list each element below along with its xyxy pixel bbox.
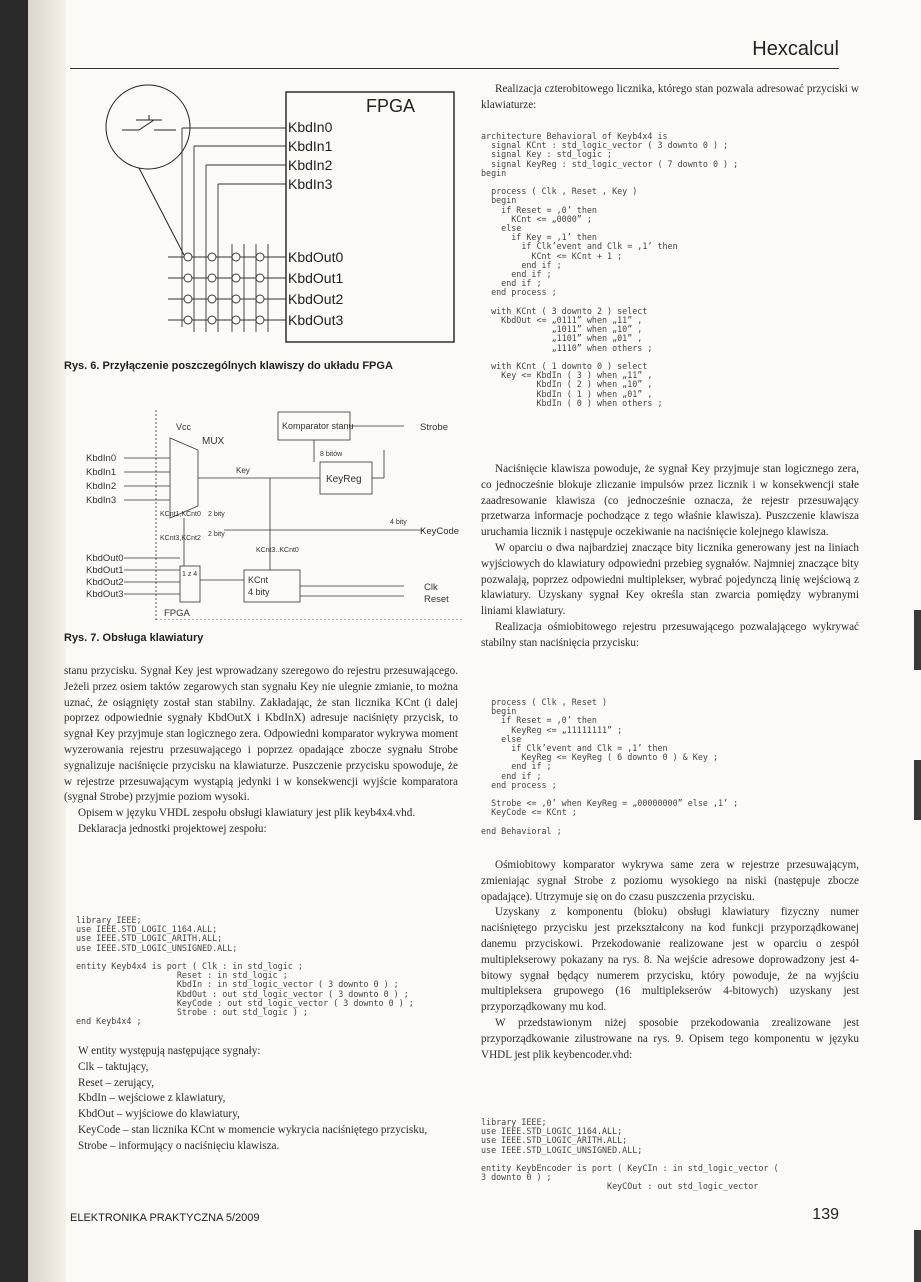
kbdin-label: KbdIn3 xyxy=(288,176,333,192)
kbdout-label: KbdOut3 xyxy=(288,312,344,328)
edge-tab xyxy=(914,610,921,670)
kbdout-label: KbdOut0 xyxy=(288,249,344,265)
kcnt10-label: KCnt1,KCnt0 xyxy=(160,511,201,518)
kcnt-box-bits: 4 bity xyxy=(248,587,270,597)
paragraph: W entity występują następujące sygnały: xyxy=(78,1045,261,1057)
header-title: Hexcalcul xyxy=(752,38,839,60)
kbdout-label: KbdOut2 xyxy=(288,291,344,307)
right-intro xyxy=(481,82,859,114)
footer-publication: ELEKTRONIKA PRAKTYCZNA 5/2009 xyxy=(70,1212,260,1224)
fig7-kbdout: KbdOut1 xyxy=(86,565,124,576)
paragraph: W przedstawionym niżej sposobie przekodowania zrealizowane jest przyporządkowanie zilustrowane na rys. 9. Opisem tego komponentu w języku VHDL jest plik keybencoder.vhd: xyxy=(481,1016,859,1061)
left-column-text xyxy=(64,664,458,838)
paragraph: Realizacja czterobitowego licznika, którego stan pozwala adresować przyciski w klawiaturze: xyxy=(481,83,859,111)
fig7-kbdin: KbdIn2 xyxy=(86,481,117,492)
signal-item: KeyCode – stan licznika KCnt w momencie wykrycia naciśniętego przycisku, xyxy=(78,1123,428,1136)
signal-list xyxy=(64,1044,458,1155)
signal-item: Strobe – informujący o naciśnięciu klawisza. xyxy=(78,1139,280,1152)
fig7-kbdin: KbdIn3 xyxy=(86,495,117,506)
paragraph: Deklaracja jednostki projektowej zespołu: xyxy=(78,822,267,835)
edge-tab xyxy=(914,1230,921,1282)
figure-7-diagram xyxy=(84,410,464,620)
signal-item: Reset – zerujący, xyxy=(78,1076,154,1089)
keycode-label: KeyCode xyxy=(420,526,460,537)
figure-6-diagram xyxy=(84,82,464,350)
signal-item: KbdOut – wyjściowe do klawiatury, xyxy=(78,1108,240,1121)
kbdin-label: KbdIn2 xyxy=(288,157,333,173)
kbdin-label: KbdIn1 xyxy=(288,138,333,154)
vcc-label: Vcc xyxy=(176,422,192,432)
demux-label: 1 z 4 xyxy=(182,571,198,578)
paragraph: Realizacja ośmiobitowego rejestru przesuwającego pozwalającego wykrywać stabilny stan naciśnięcia przycisku: xyxy=(481,620,859,649)
paragraph: W oparciu o dwa najbardziej znaczące bity licznika generowany jest na liniach wyjściowych do klawiatury odpowiedni przebieg sygnałów. Najmniej znaczące bity pozwalają, poprzez odpowiedni multiplekser, wybrać pojedynczą linię wejściową z klawiatury. Uzyskany sygnał Key określa stan zwarcia pomiędzy wybranymi liniami klawiatury. xyxy=(481,541,859,618)
header-rule xyxy=(70,68,839,69)
code-listing-architecture: architecture Behavioral of Keyb4x4 is signal KCnt : std_logic_vector ( 3 downto 0 ) ; signal Key : std_logic ; signal KeyReg : std_logic_vector ( 7 downto 0 ) ; begin process ( Clk , Reset , Key ) begin if Reset = ‚0’ then KCnt <= „0000” ; else if Key = ‚1’ then if Clk’event and Clk = ‚1’ then KCnt <= KCnt + 1 ; end if ; end if ; end if ; end process ; with KCnt ( 3 downto 2 ) select KbdOut <= „0111” when „11” , „1011” when „10” , „1101” when „01” , „1110” when others ; with KCnt ( 1 downto 0 ) select Key <= KbdIn ( 3 ) when „11” , KbdIn ( 2 ) when „10” , KbdIn ( 1 ) when „01” , KbdIn ( 0 ) when others ; xyxy=(481,131,739,408)
fig7-kbdin: KbdIn1 xyxy=(86,467,117,478)
paragraph: Uzyskany z komponentu (bloku) obsługi klawiatury fizyczny numer naciśniętego przycisku jest przekształcony na kod funkcji przyporządkowanej danemu przyciskowi. Przekodowanie realizowane jest w oparciu o zespół multiplekserowy pokazany na rys. 8. Na wejście adresowe doprowadzony jest 4-bitowy sygnał będący numerem przycisku, który powoduje, że na wyjściu multipleksera grupowego (16 multiplekserów 4-bitowych) uzyskany jest przyporządkowany mu kod. xyxy=(481,906,859,1014)
bits2b-label: 2 bity xyxy=(208,531,225,538)
kcnt-box-label: KCnt xyxy=(248,575,269,585)
code-listing-shift-register: process ( Clk , Reset ) begin if Reset = ‚0’ then KeyReg <= „11111111” ; else if Clk’event and Clk = ‚1’ then KeyReg <= KeyReg ( 6 downto 0 ) & Key ; end if ; end if ; end process ; Strobe <= ‚0’ when KeyReg = „00000000” else ‚1’ ; KeyCode <= KCnt ; end Behavioral ; xyxy=(481,697,739,836)
edge-tab xyxy=(914,760,921,820)
fig7-kbdout: KbdOut0 xyxy=(86,553,124,564)
page-number: 139 xyxy=(812,1206,839,1223)
paragraph: Opisem w języku VHDL zespołu obsługi klawiatury jest plik keyb4x4.vhd. xyxy=(78,807,416,820)
fig7-kbdin: KbdIn0 xyxy=(86,453,117,464)
kcnt32-label: KCnt3,KCnt2 xyxy=(160,535,201,542)
bits4-label: 4 bity xyxy=(390,519,407,526)
comparator-label: Komparator stanu xyxy=(282,421,354,431)
kbdout-label: KbdOut1 xyxy=(288,270,344,286)
code-listing-entity: library IEEE; use IEEE.STD_LOGIC_1164.ALL; use IEEE.STD_LOGIC_ARITH.ALL; use IEEE.STD_LOGIC_UNSIGNED.ALL; entity Keyb4x4 is port ( Clk : in std_logic ; Reset : in std_logic ; KbdIn : in std_logic_vector ( 3 downto 0 ) ; KbdOut : out std_logic_vector ( 3 downto 0 ) ; KeyCode : out std_logic_vector ( 3 downto 0 ) ; Strobe : out std_logic ) ; end Keyb4x4 ; xyxy=(76,915,414,1027)
fpga-label: FPGA xyxy=(366,96,416,116)
strobe-label: Strobe xyxy=(420,422,448,433)
switch-detail-circle xyxy=(106,85,190,169)
switch-symbol xyxy=(122,115,176,130)
paragraph: Ośmiobitowy komparator wykrywa same zera w rejestrze przesuwającym, zmieniając sygnał Strobe z poziomu wysokiego na niski (następuje zbocze opadające). Utrzymuje się on do czasu puszczenia przycisku. xyxy=(481,859,859,903)
detail-pointer xyxy=(139,168,184,255)
figure-6-caption: Rys. 6. Przyłączenie poszczególnych klawiszy do układu FPGA xyxy=(64,360,393,372)
bits8-label: 8 bitów xyxy=(320,451,343,458)
fig7-fpga-label: FPGA xyxy=(164,608,190,619)
kcnt30-label: KCnt3..KCnt0 xyxy=(256,547,299,554)
magazine-page xyxy=(28,0,921,1282)
key-nodes xyxy=(184,253,264,324)
mux-label: MUX xyxy=(202,436,225,447)
keyreg-label: KeyReg xyxy=(326,474,362,485)
code-listing-encoder: library IEEE; use IEEE.STD_LOGIC_1164.ALL; use IEEE.STD_LOGIC_ARITH.ALL; use IEEE.STD_LOGIC_UNSIGNED.ALL; entity KeybEncoder is port ( KeyCIn : in std_logic_vector ( 3 downto 0 ) ; KeyCOut : out std_logic_vector xyxy=(481,1117,779,1192)
key-signal-label: Key xyxy=(236,466,250,475)
paragraph: Naciśnięcie klawisza powoduje, że sygnał Key przyjmuje stan logicznego zera, co jednocześnie blokuje zliczanie impulsów przez licznik i w konsekwencji stałe zaadresowanie klawisza (co jednocześnie oznacza, że rejestr przesuwający przetwarza informacje pochodzące z tego właśnie klawisza). Puszczenie klawisza uruchamia licznik i następuje oczekiwanie na naciśnięcie kolejnego klawisza. xyxy=(481,463,859,539)
signal-item: KbdIn – wejściowe z klawiatury, xyxy=(78,1092,226,1105)
clk-label: Clk xyxy=(424,582,438,593)
fig7-kbdout: KbdOut2 xyxy=(86,577,124,588)
right-column-text xyxy=(481,462,859,652)
kbdin-label: KbdIn0 xyxy=(288,119,333,135)
signal-item: Clk – taktujący, xyxy=(78,1060,149,1073)
reset-label: Reset xyxy=(424,594,449,605)
right-column-text-2 xyxy=(481,858,859,1063)
page-binding xyxy=(28,0,66,1282)
paragraph: stanu przycisku. Sygnał Key jest wprowadzany szeregowo do rejestru przesuwającego. Jeżeli przez osiem taktów zegarowych stan sygnału Key nie ulegnie zmianie, to można uznać, że osiągnięty został stan stabilny. Zakładając, że stan licznika KCnt (i dalej poprzez odpowiednie sygnały KbdOutX i KbdInX) adresuje naciśnięty przycisk, to sygnał Key przyjmuje stan logicznego zera. Odpowiedni komparator wykrywa moment wyzerowania rejestru przesuwającego i poprzez opadające zbocze sygnału Strobe sygnalizuje naciśnięcie przycisku na klawiaturze. Puszczenie przycisku spowoduje, że w rejestrze przesuwającym wystąpią jedynki i w konsekwencji wyjście komparatora (sygnał Strobe) przyjmie poziom wysoki. xyxy=(64,665,458,804)
figure-7-caption: Rys. 7. Obsługa klawiatury xyxy=(64,632,204,644)
fig7-kbdout: KbdOut3 xyxy=(86,589,124,600)
bits2a-label: 2 bity xyxy=(208,511,225,518)
